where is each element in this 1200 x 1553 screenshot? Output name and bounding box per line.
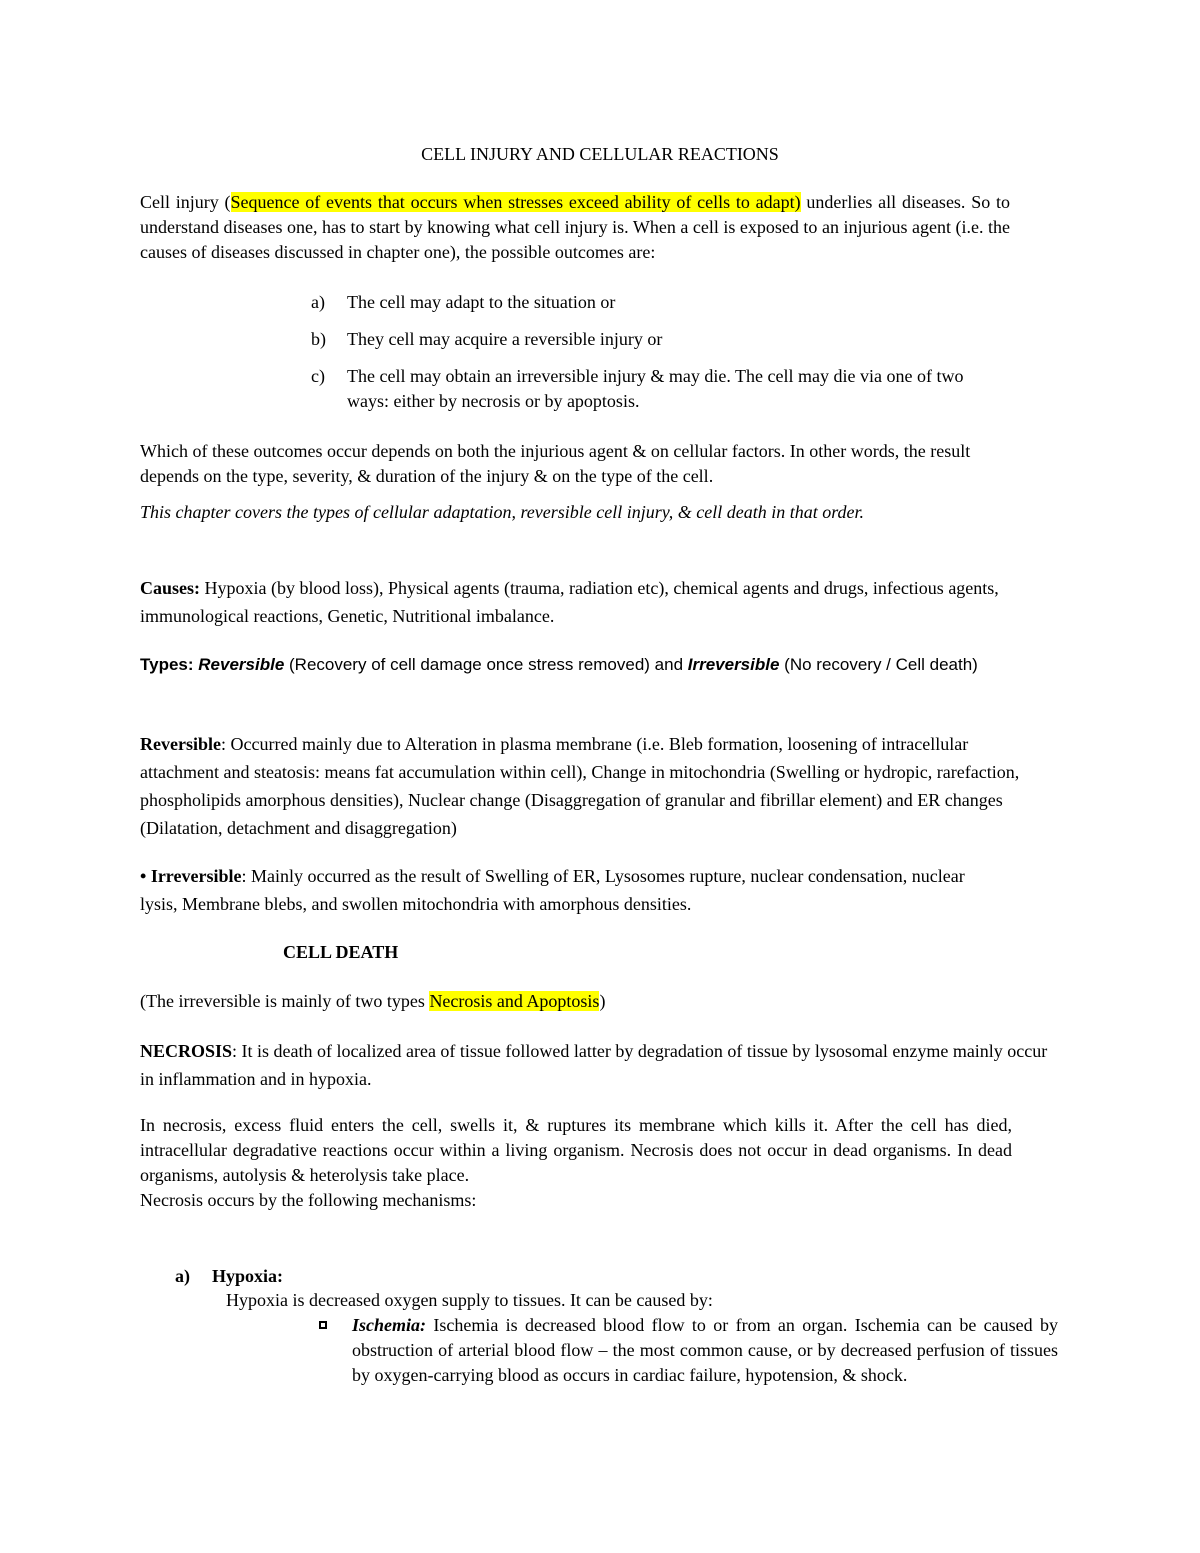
ischemia-paragraph (352, 1313, 1058, 1388)
outcome-item (311, 364, 1011, 414)
hypoxia-definition: Hypoxia is decreased oxygen supply to tissues. It can be caused by: (226, 1290, 713, 1310)
causes-text: Hypoxia (by blood loss), Physical agents (trauma, radiation etc), chemical agents and drugs, infectious agents, immunological reactions, Genetic, Nutritional imbalance. (140, 578, 999, 626)
outcome-marker: b) (311, 329, 326, 349)
irreversible-type-label: Irreversible (687, 655, 780, 674)
reversible-label: Reversible (140, 734, 221, 754)
outcome-text: The cell may adapt to the situation or (347, 292, 616, 312)
necrosis-label: NECROSIS (140, 1041, 233, 1061)
cell-death-note-close: ) (599, 991, 606, 1011)
hypoxia-heading (175, 1264, 284, 1289)
hypoxia-marker: a) (175, 1266, 190, 1286)
intro-text-end: underlies all diseases. So to understand diseases one, has to start by knowing what cell injury is. When a cell is exposed to an injurious agent (i.e. the causes of diseases discussed in chapter one), the possible outcomes are: (140, 192, 1010, 262)
reversible-type-text: (Recovery of cell damage once stress removed) and (284, 655, 688, 674)
chapter-note: This chapter covers the types of cellular adaptation, reversible cell injury, & cell death in that order. (140, 502, 865, 522)
intro-text-start: Cell injury ( (140, 192, 231, 212)
irreversible-label: Irreversible (150, 866, 242, 886)
reversible-text: : Occurred mainly due to Alteration in plasma membrane (i.e. Bleb formation, loosening of intracellular attachment and steatosis: means fat accumulation within cell), Change in mitochondria (Swelling or hydropic, rarefaction, phospholipids amorphous densities), Nuclear change (Disaggregation of granular and fibrillar element) and ER changes (Dilatation, detachment and disaggregation) (140, 734, 1020, 838)
outcomes-factors-paragraph: Which of these outcomes occur depends on both the injurious agent & on cellular factors. In other words, the result depends on the type, severity, & duration of the injury & on the type of the cell. (140, 441, 971, 486)
mechanisms-intro: Necrosis occurs by the following mechanisms: (140, 1190, 477, 1210)
ischemia-label: Ischemia: (352, 1315, 426, 1335)
irreversible-paragraph (140, 862, 1000, 918)
causes-paragraph (140, 574, 1040, 630)
cell-death-note-open: (The irreversible is mainly of two types (140, 991, 430, 1011)
page-title: CELL INJURY AND CELLULAR REACTIONS (421, 144, 779, 164)
square-bullet-icon (318, 1319, 330, 1331)
bullet-dot: • (140, 866, 151, 886)
outcome-item (311, 327, 1011, 352)
intro-highlight: Sequence of events that occurs when stresses exceed ability of cells to adapt) (230, 192, 801, 212)
ischemia-text: Ischemia is decreased blood flow to or from an organ. Ischemia can be caused by obstruction of arterial blood flow – the most common cause, or by decreased perfusion of tissues by oxygen-carrying blood as occurs in cardiac failure, hypotension, & shock. (352, 1315, 1058, 1385)
cell-death-heading: CELL DEATH (283, 942, 399, 962)
outcome-text: They cell may acquire a reversible injury or (347, 329, 663, 349)
outcome-marker: a) (311, 292, 325, 312)
necrosis-text: : It is death of localized area of tissue followed latter by degradation of tissue by lysosomal enzyme mainly occur in inflammation and in hypoxia. (140, 1041, 1048, 1089)
outcome-marker: c) (311, 366, 325, 386)
outcome-text: The cell may obtain an irreversible injury & may die. The cell may die via one of two ways: either by necrosis or by apoptosis. (347, 366, 964, 411)
causes-label: Causes: (140, 578, 201, 598)
types-paragraph (140, 650, 1040, 680)
necrosis-paragraph (140, 1037, 1050, 1093)
intro-paragraph (140, 190, 1010, 265)
cell-death-note-highlight: Necrosis and Apoptosis (429, 991, 600, 1011)
irreversible-type-text: (No recovery / Cell death) (779, 655, 978, 674)
irreversible-text: : Mainly occurred as the result of Swelling of ER, Lysosomes rupture, nuclear condensation, nuclear lysis, Membrane blebs, and swollen mitochondria with amorphous densities. (140, 866, 965, 914)
outcome-item (311, 290, 1011, 315)
reversible-type-label: Reversible (198, 655, 285, 674)
necrosis-detail-paragraph: In necrosis, excess fluid enters the cell, swells it, & ruptures its membrane which kills it. After the cell has died, intracellular degradative reactions occur within a living organism. Necrosis does not occur in dead organisms. In dead organisms, autolysis & heterolysis take place. (140, 1115, 1012, 1185)
reversible-paragraph (140, 730, 1050, 842)
types-label: Types: (140, 655, 194, 674)
hypoxia-heading-text: Hypoxia: (212, 1266, 284, 1286)
cell-death-note (140, 989, 1040, 1014)
